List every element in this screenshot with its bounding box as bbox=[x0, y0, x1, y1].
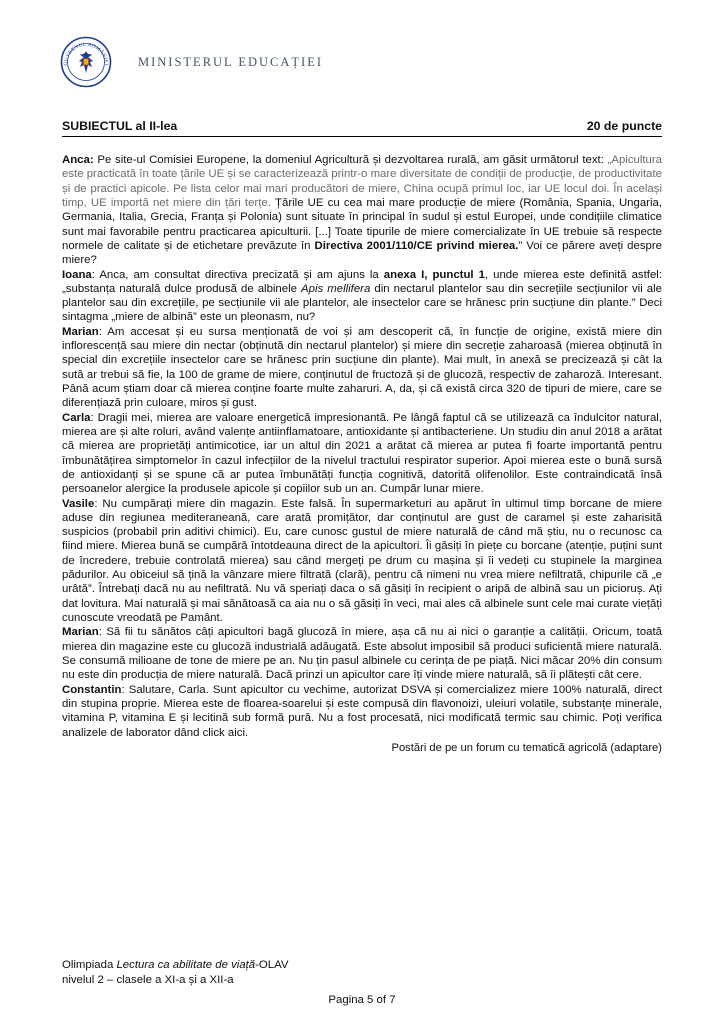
source-note bbox=[62, 741, 662, 755]
bold-text: Carla bbox=[62, 411, 91, 424]
forum-posts bbox=[62, 153, 662, 740]
level-line: nivelul 2 – clasele a XI-a și a XII-a bbox=[62, 974, 234, 986]
text-segment: ” Voi ce părere aveți despre miere? bbox=[62, 239, 663, 267]
page-number: Pagina 5 of 7 bbox=[328, 994, 396, 1006]
text-segment: , unde mierea este definită astfel: „substanța naturală dulce produsă de albinele bbox=[62, 268, 662, 295]
text-segment: -OLAV bbox=[255, 959, 289, 971]
bold-text: Directiva 2001/110/CE privind mierea. bbox=[314, 239, 519, 252]
ministry-name: MINISTERUL EDUCAȚIEI bbox=[138, 54, 324, 69]
forum-post-ioana bbox=[62, 268, 662, 325]
forum-post-vasile bbox=[62, 497, 662, 626]
bold-text: anexa I, punctul 1 bbox=[383, 268, 485, 281]
text-segment: : Dragii mei, mierea are valoare energetică impresionantă. Pe lângă faptul că se utilizează ca îndulcitor natural, mierea are și alte roluri, având valențe antiinflamatoare, antioxidante și antibacteriene. Un studiu din anul 2018 a arătat că mierea are proprietăți antimicotice, iar un altul din 2021 a arătat că mierea ar putea fi foarte importantă pentru îmbunătățirea simptomelor în cazul infecțiilor de la nivelul tractului respirator superior. Apoi mierea este o bună sursă de antioxidanți și se spune că ar putea îmbunătăți funcția cognitivă, datorită olifenolilor. Este contraindicată însă persoanelor alergice la produsele apicole și copiilor sub un an. Cumpăr lunar miere. bbox=[62, 411, 662, 496]
italic-text: Lectura ca abilitate de viață bbox=[116, 959, 256, 971]
letterhead bbox=[60, 36, 323, 88]
bold-text: Marian bbox=[62, 325, 99, 338]
text-segment: din nectarul plantelor sau din secrețiile secțiunilor vii ale plantelor sau din excrețiile, pe secțiunile vii ale plantelor, ale insectelor care se hrănesc prin sucțiune din plante.” Deci sintagma „miere de albină” este un pleonasm, nu? bbox=[62, 282, 662, 324]
text-segment: Postări de pe un forum cu tematică agricolă (adaptare) bbox=[391, 741, 662, 754]
text-segment: : Nu cumpărați miere din magazin. Este falsă. În supermarketuri au apărut în ultimul timp borcane de miere aduse din regiunea mediteraneană, care arată promițător, dar conținutul are gust de caramel și este zaharisită suspicios (probabil prin aditivi chimici). Eu, care cunosc gustul de miere naturală de când mă știu, nu o recunosc ca fiind miere. Mierea bună se cumpără întotdeauna direct de la apicultori. Îi găsiți în piețe cu borcane (atenție, puțini sunt de încredere, trebuie controlată mierea) sau când mergeți pe drum cu mașina și îi vedeți cu stupinele la marginea pădurilor. Au obiceiul să țină la vânzare miere filtrată (clară), pentru că nimeni nu vrea miere nefiltrată, chipurile că „e urâtă”. Întrebați dacă nu au nefiltrată. Nu vă speriați daca o să găsiți în recipient o aripă de albină sau un picioruș. Ați dat lovitura. Mai naturală și mai sănătoasă ca aia nu o să găsiți în veci, mai ales că albinele sunt cele mai curate viețăți cunoscute vreodată pe Pamânt. bbox=[62, 497, 662, 624]
text-segment: : Să fii tu sănătos câți apicultori bagă glucoză în miere, așa că nu ai nici o garanție a calității. Oricum, toată mierea din magazine este cu glucoză industrială adăugată. Este absolut imposibil să produci suficientă miere naturală. Se consumă milioane de tone de miere pe an. Nu țin pasul albinele cu cerința de pe piață. Nici măcar 20% din consum nu este din producția de miere naturală. Dacă prinzi un apicultor care îți vinde miere naturală, să îi plătești cât cere. bbox=[62, 626, 662, 682]
text-segment: Olimpiada bbox=[62, 959, 117, 971]
subject-heading bbox=[62, 119, 662, 137]
bold-text: Ioana bbox=[62, 268, 92, 281]
bold-text: Anca: bbox=[62, 154, 98, 166]
text-segment: : Salutare, Carla. Sunt apicultor cu vechime, autorizat DSVA și comercializez miere 100% naturală, direct din stupina proprie. Mierea este de floarea-soarelui și este compusă din flavonoizi, uleiuri volatile, substanțe minerale, vitamina P, vitamina E și lecitină sub formă pură. Nu a fost procesată, nici modificată termic sau chimic. Poți verifica analizele de laborator dând click aici. bbox=[62, 683, 662, 739]
bold-text: Constantin bbox=[62, 683, 122, 696]
text-segment: : Am accesat și eu sursa menționată de voi și am descoperit că, în funcție de origine, există miere din inflorescență sau miere din nectar (obținută din nectarul plantelor) și miere din secreție zaharoasă (mierea obținută în special din excrețiile insectelor care se hrănesc prin sucțiune din plante). Mai mult, în anexă se precizează și cât la sută ar trebui să fie, la 100 de grame de miere, conținutul de fructoză și de glucoză, respectiv de zaharoză. Interesant. Până acum știam doar că mierea conține foarte multe zaharuri. A, da, și că există circa 320 de tipuri de miere, care se diferențiază prin culoare, miros și gust. bbox=[62, 325, 662, 410]
text-segment: „Apicultura este practicată în toate țările UE și se caracterizează printr-o mare diversitate de condiții de producție, de productivitate și de practici apicole. Pe lista celor mai mari producători de miere, China ocupă primul loc, iar UE locul doi. În același timp, UE importă net miere din țări terțe. bbox=[62, 154, 663, 209]
italic-text: Apis mellifera bbox=[301, 282, 371, 295]
document-footer bbox=[62, 958, 288, 988]
forum-text bbox=[62, 153, 662, 755]
forum-post-constantin bbox=[62, 683, 662, 740]
bold-text: Marian bbox=[62, 626, 99, 639]
text-segment: Pe site-ul Comisiei Europene, la domeniul Agricultură și dezvoltarea rurală, am găsit următorul text: bbox=[97, 154, 608, 166]
text-segment: Țările UE cu cea mai mare producție de miere (România, Spania, Ungaria, Germania, Italia, Grecia, Franța și Polonia) sunt situate în principal în sudul și estul Europei, unde condițiile climatice sunt mai favorabile pentru practicarea apiculturii. [...] Toate tipurile de miere comercializate în UE trebuie să respecte normele de calitate și de etichetare prevăzute în bbox=[62, 196, 663, 252]
forum-post-anca bbox=[62, 153, 662, 268]
coat-of-arms-icon bbox=[60, 36, 112, 88]
logo-arc-text: GUVERNUL ROMÂNIEI bbox=[63, 42, 109, 66]
forum-post-marian bbox=[62, 325, 662, 411]
text-segment: : Anca, am consultat directiva precizată și am ajuns la bbox=[91, 268, 384, 281]
bold-text: Vasile bbox=[62, 497, 95, 510]
subject-points: 20 de puncte bbox=[586, 119, 662, 133]
olympiad-title bbox=[62, 958, 288, 973]
government-logo bbox=[60, 36, 112, 88]
subject-title: SUBIECTUL al II-lea bbox=[62, 119, 178, 133]
forum-post-carla bbox=[62, 411, 662, 497]
forum-post-marian bbox=[62, 625, 662, 682]
